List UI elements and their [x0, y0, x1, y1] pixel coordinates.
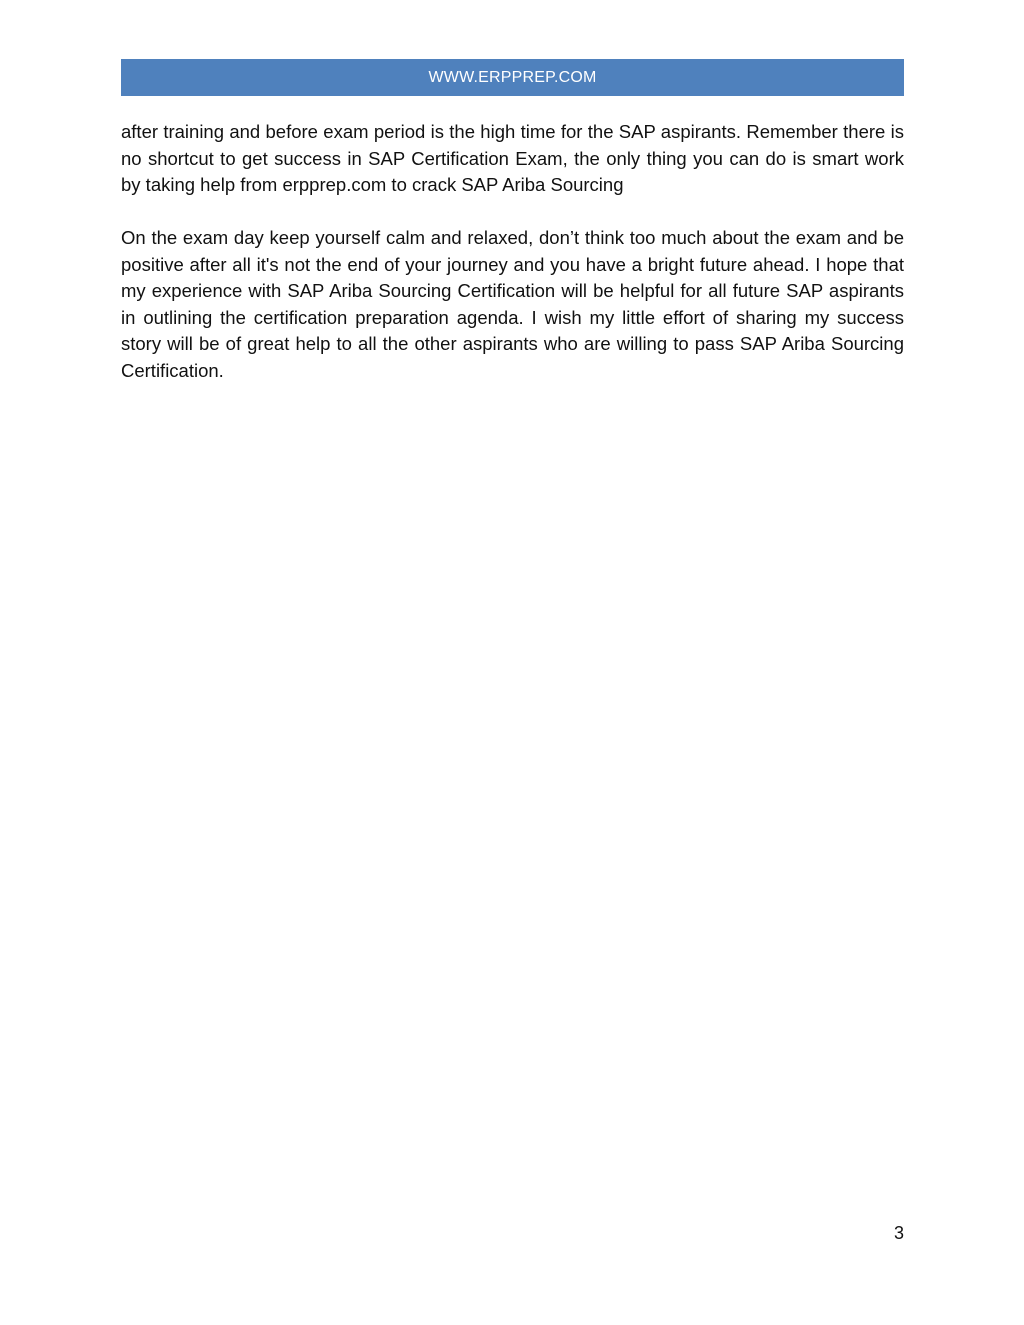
paragraph-2: On the exam day keep yourself calm and relaxed, don’t think too much about the exam and be positive after all it's not the end of your journey and you have a bright future ahead. I hope that my experience with SAP Ariba Sourcing Certification will be helpful for all future SAP aspirants in outlining the certification preparation agenda. I wish my little effort of sharing my success story will be of great help to all the other aspirants who are willing to pass SAP Ariba Sourcing Certification.	[121, 227, 904, 381]
page-number: 3	[893, 1223, 904, 1243]
document-body	[121, 119, 904, 384]
site-url: WWW.ERPPREP.COM	[428, 69, 597, 86]
paragraph-1: after training and before exam period is the high time for the SAP aspirants. Remember there is no shortcut to get success in SAP Certification Exam, the only thing you can do is smart work by taking help from erpprep.com to crack SAP Ariba Sourcing	[121, 121, 904, 195]
site-header-band	[121, 59, 904, 96]
